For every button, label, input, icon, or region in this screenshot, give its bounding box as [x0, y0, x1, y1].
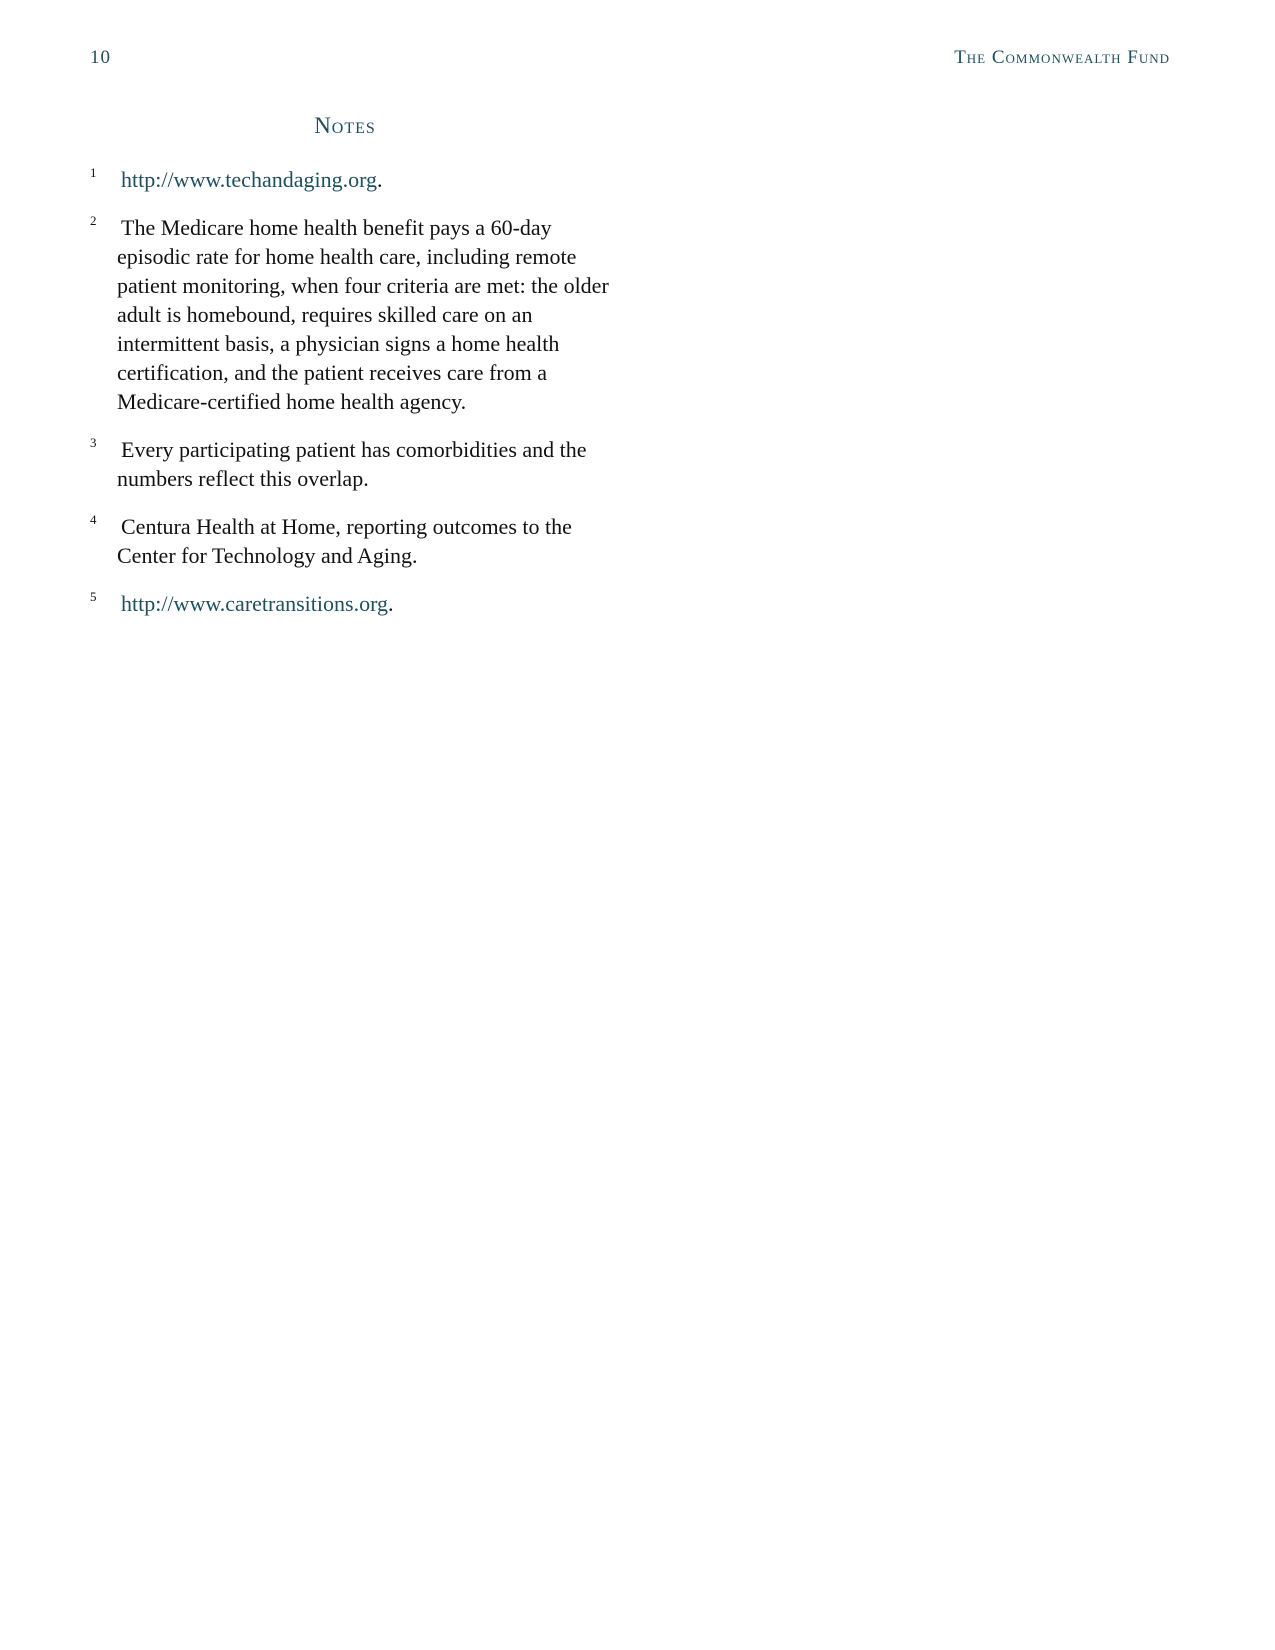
note-text [117, 435, 610, 493]
note-marker: 2 [90, 213, 97, 228]
note-body: Every participating patient has comorbidities and the numbers reflect this overlap. [117, 437, 587, 491]
note-marker: 1 [90, 165, 97, 180]
note-1 [90, 165, 610, 194]
note-5 [90, 589, 610, 618]
running-head: The Commonwealth Fund [954, 47, 1170, 68]
note-text [117, 589, 610, 618]
note-marker: 5 [90, 589, 97, 604]
note-suffix: . [377, 167, 383, 192]
note-3 [90, 435, 610, 493]
page-number: 10 [90, 47, 111, 68]
notes-heading: Notes [314, 113, 376, 138]
note-body: The Medicare home health benefit pays a 60-day episodic rate for home health care, including remote patient monitoring, when four criteria are met: the older adult is homebound, requires skilled care on an intermittent basis, a physician signs a home health certification, and the patient receives care from a Medicare-certified home health agency. [117, 215, 609, 414]
note-link[interactable]: http://www.caretransitions.org [121, 591, 389, 616]
notes-list [90, 165, 610, 637]
note-suffix: . [388, 591, 394, 616]
note-marker: 3 [90, 435, 97, 450]
note-4 [90, 512, 610, 570]
note-marker: 4 [90, 512, 97, 527]
note-text [117, 165, 610, 194]
note-2 [90, 213, 610, 416]
note-link[interactable]: http://www.techandaging.org [121, 167, 378, 192]
note-body: Centura Health at Home, reporting outcomes to the Center for Technology and Aging. [117, 514, 572, 568]
note-text [117, 512, 610, 570]
note-text [117, 213, 610, 416]
